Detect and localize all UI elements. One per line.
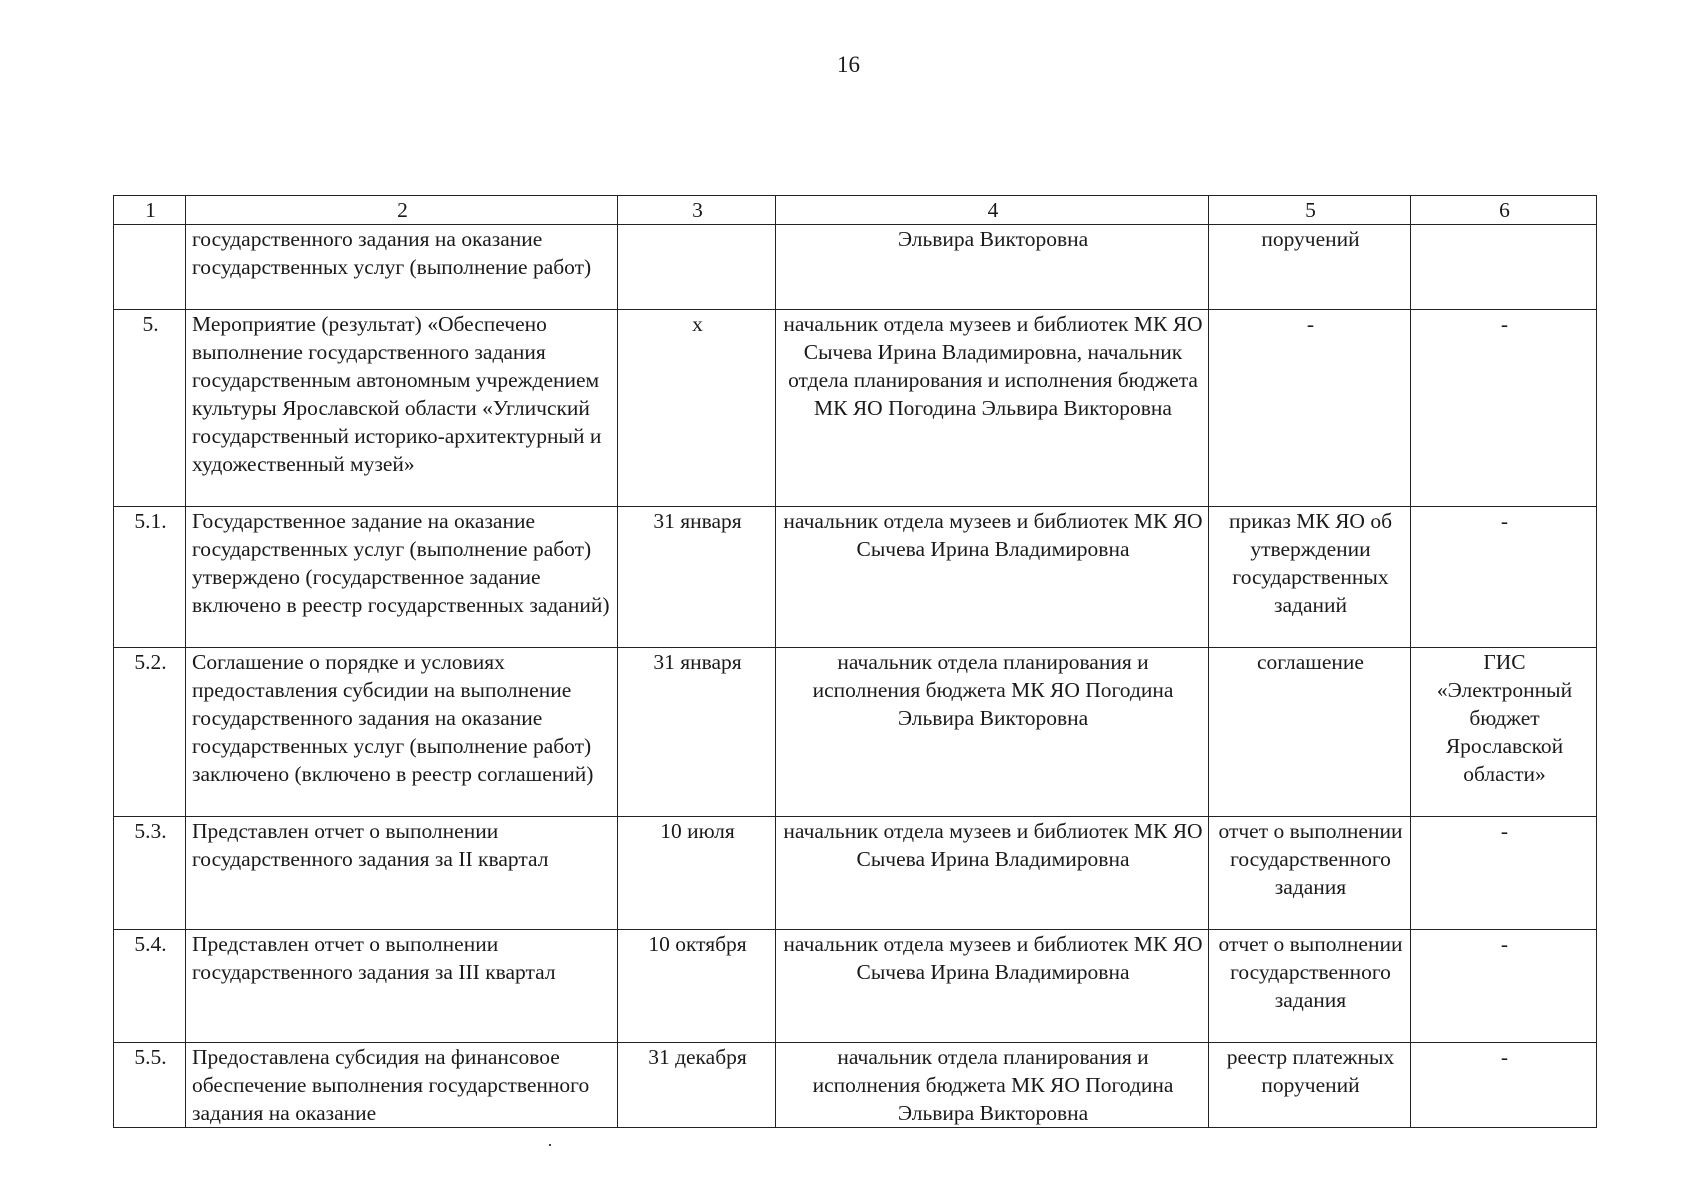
row-responsible: начальник отдела планирования и исполнения бюджета МК ЯО Погодина Эльвира Викторовна [776,648,1209,817]
row-name: Мероприятие (результат) «Обеспечено выполнение государственного задания государственным автономным учреждением культуры Ярославской области «Угличский государственный историко-архитектурный и художественный музей» [186,310,618,507]
header-col-4: 4 [776,196,1209,225]
header-col-1: 1 [114,196,186,225]
scan-speck [549,1144,551,1146]
row-number: 5.5. [114,1043,186,1128]
row-document: отчет о выполнении государственного задания [1209,817,1411,930]
row-number: 5.3. [114,817,186,930]
row-responsible: Эльвира Викторовна [776,225,1209,310]
row-deadline: 10 июля [618,817,776,930]
row-deadline: 31 января [618,507,776,648]
table-row [114,225,1597,310]
row-document: соглашение [1209,648,1411,817]
row-deadline: 10 октября [618,930,776,1043]
header-row [114,196,1597,225]
row-number: 5.1. [114,507,186,648]
row-name: Соглашение о порядке и условиях предоставления субсидии на выполнение государственного задания на оказание государственных услуг (выполнение работ) заключено (включено в реестр соглашений) [186,648,618,817]
row-name: Государственное задание на оказание государственных услуг (выполнение работ) утверждено (государственное задание включено в реестр государственных заданий) [186,507,618,648]
table-row [114,1043,1597,1128]
table-row [114,648,1597,817]
table-row [114,310,1597,507]
row-system: - [1411,930,1597,1043]
row-deadline: 31 января [618,648,776,817]
row-document: - [1209,310,1411,507]
row-system: - [1411,507,1597,648]
table-row [114,930,1597,1043]
row-document: отчет о выполнении государственного задания [1209,930,1411,1043]
row-name: Предоставлена субсидия на финансовое обеспечение выполнения государственного задания на оказание [186,1043,618,1128]
row-responsible: начальник отдела музеев и библиотек МК ЯО Сычева Ирина Владимировна [776,817,1209,930]
row-name: Представлен отчет о выполнении государственного задания за II квартал [186,817,618,930]
row-number [114,225,186,310]
table-row [114,507,1597,648]
row-responsible: начальник отдела планирования и исполнения бюджета МК ЯО Погодина Эльвира Викторовна [776,1043,1209,1128]
row-number: 5.2. [114,648,186,817]
header-col-6: 6 [1411,196,1597,225]
row-system: - [1411,817,1597,930]
row-responsible: начальник отдела музеев и библиотек МК ЯО Сычева Ирина Владимировна, начальник отдела планирования и исполнения бюджета МК ЯО Погодина Эльвира Викторовна [776,310,1209,507]
table-row [114,817,1597,930]
page-number: 16 [837,52,860,77]
row-name: государственного задания на оказание государственных услуг (выполнение работ) [186,225,618,310]
row-document: приказ МК ЯО об утверждении государственных заданий [1209,507,1411,648]
header-col-3: 3 [618,196,776,225]
row-document: поручений [1209,225,1411,310]
row-system: - [1411,1043,1597,1128]
row-deadline: 31 декабря [618,1043,776,1128]
row-system [1411,225,1597,310]
row-name: Представлен отчет о выполнении государственного задания за III квартал [186,930,618,1043]
row-number: 5. [114,310,186,507]
row-responsible: начальник отдела музеев и библиотек МК ЯО Сычева Ирина Владимировна [776,930,1209,1043]
row-system: - [1411,310,1597,507]
row-number: 5.4. [114,930,186,1043]
header-col-2: 2 [186,196,618,225]
row-system: ГИС «Электронный бюджет Ярославской области» [1411,648,1597,817]
row-deadline: х [618,310,776,507]
plan-table [113,195,1597,1128]
row-document: реестр платежных поручений [1209,1043,1411,1128]
header-col-5: 5 [1209,196,1411,225]
row-deadline [618,225,776,310]
row-responsible: начальник отдела музеев и библиотек МК ЯО Сычева Ирина Владимировна [776,507,1209,648]
